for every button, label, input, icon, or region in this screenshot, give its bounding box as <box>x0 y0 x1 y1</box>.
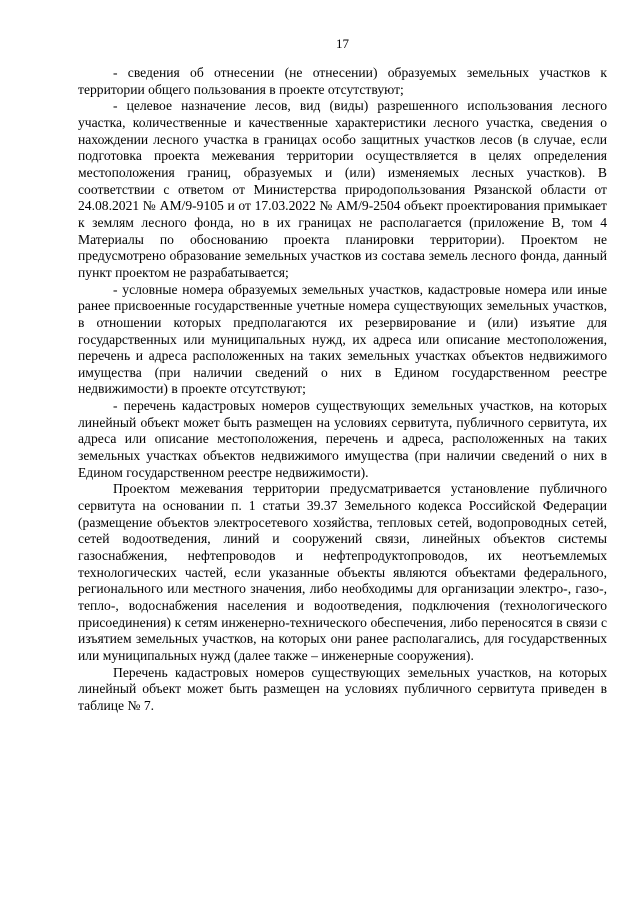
paragraph-servitude-list: - перечень кадастровых номеров существующих земельных участков, на которых линейный объект может быть размещен на условиях сервитута, публичного сервитута, их адреса или описание местоположения, перечень и адреса, расположенных на таких земельных участках объектов недвижимого имущества (при наличии сведений о них в Едином государственном реестре недвижимости). <box>78 398 607 480</box>
paragraph-table-reference: Перечень кадастровых номеров существующих земельных участков, на которых линейный объект может быть размещен на условиях публичного сервитута приведен в таблице № 7. <box>78 664 607 713</box>
paragraph-public-territory: - сведения об отнесении (не отнесении) образуемых земельных участков к территории общего пользования в проекте отсутствуют; <box>78 65 607 97</box>
paragraph-public-servitude: Проектом межевания территории предусматривается установление публичного сервитута на основании п. 1 статьи 39.37 Земельного кодекса Российской Федерации (размещение объектов электросетевого хозяйства, тепловых сетей, водопроводных сетей, сетей водоотведения, линий и сооружений связи, линейных объектов системы газоснабжения, нефтепроводов и нефтепродуктопроводов, их неотъемлемых технологических частей, если указанные объекты являются объектами федерального, регионального или местного значения, либо необходимы для организации электро-, газо-, тепло-, водоснабжения населения и водоотведения, подключения (технологического присоединения) к сетям инженерно-технического обеспечения, либо переносятся в связи с изъятием земельных участков, на которых они ранее располагались, для государственных или муниципальных нужд (далее также – инженерные сооружения). <box>78 481 607 663</box>
document-body <box>78 65 607 715</box>
page-number: 17 <box>336 36 349 51</box>
paragraph-forest-purpose: - целевое назначение лесов, вид (виды) разрешенного использования лесного участка, количественные и качественные характеристики лесного участка, сведения о нахождении лесного участка в границах особо защитных участков лесов (в случае, если подготовка проекта межевания территории осуществляется в целях определения местоположения границ, образуемых и (или) изменяемых лесных участков). В соответствии с ответом от Министерства природопользования Рязанской области от 24.08.2021 № АМ/9-9105 и от 17.03.2022 № АМ/9-2504 объект проектирования примыкает к землям лесного фонда, но в их границах не располагается (приложение В, том 4 Материалы по обоснованию проекта планировки территории). Проектом не предусмотрено образование земельных участков из состава земель лесного фонда, данный пункт проектом не разрабатывается; <box>78 98 607 280</box>
paragraph-reservation: - условные номера образуемых земельных участков, кадастровые номера или иные ранее присвоенные государственные учетные номера существующих земельных участков, в отношении которых предполагаются их резервирование и (или) изъятие для государственных или муниципальных нужд, их адреса или описание местоположения, перечень и адреса расположенных на таких земельных участках объектов недвижимого имущества (при наличии сведений о них в Едином государственном реестре недвижимости) в проекте отсутствуют; <box>78 281 607 397</box>
